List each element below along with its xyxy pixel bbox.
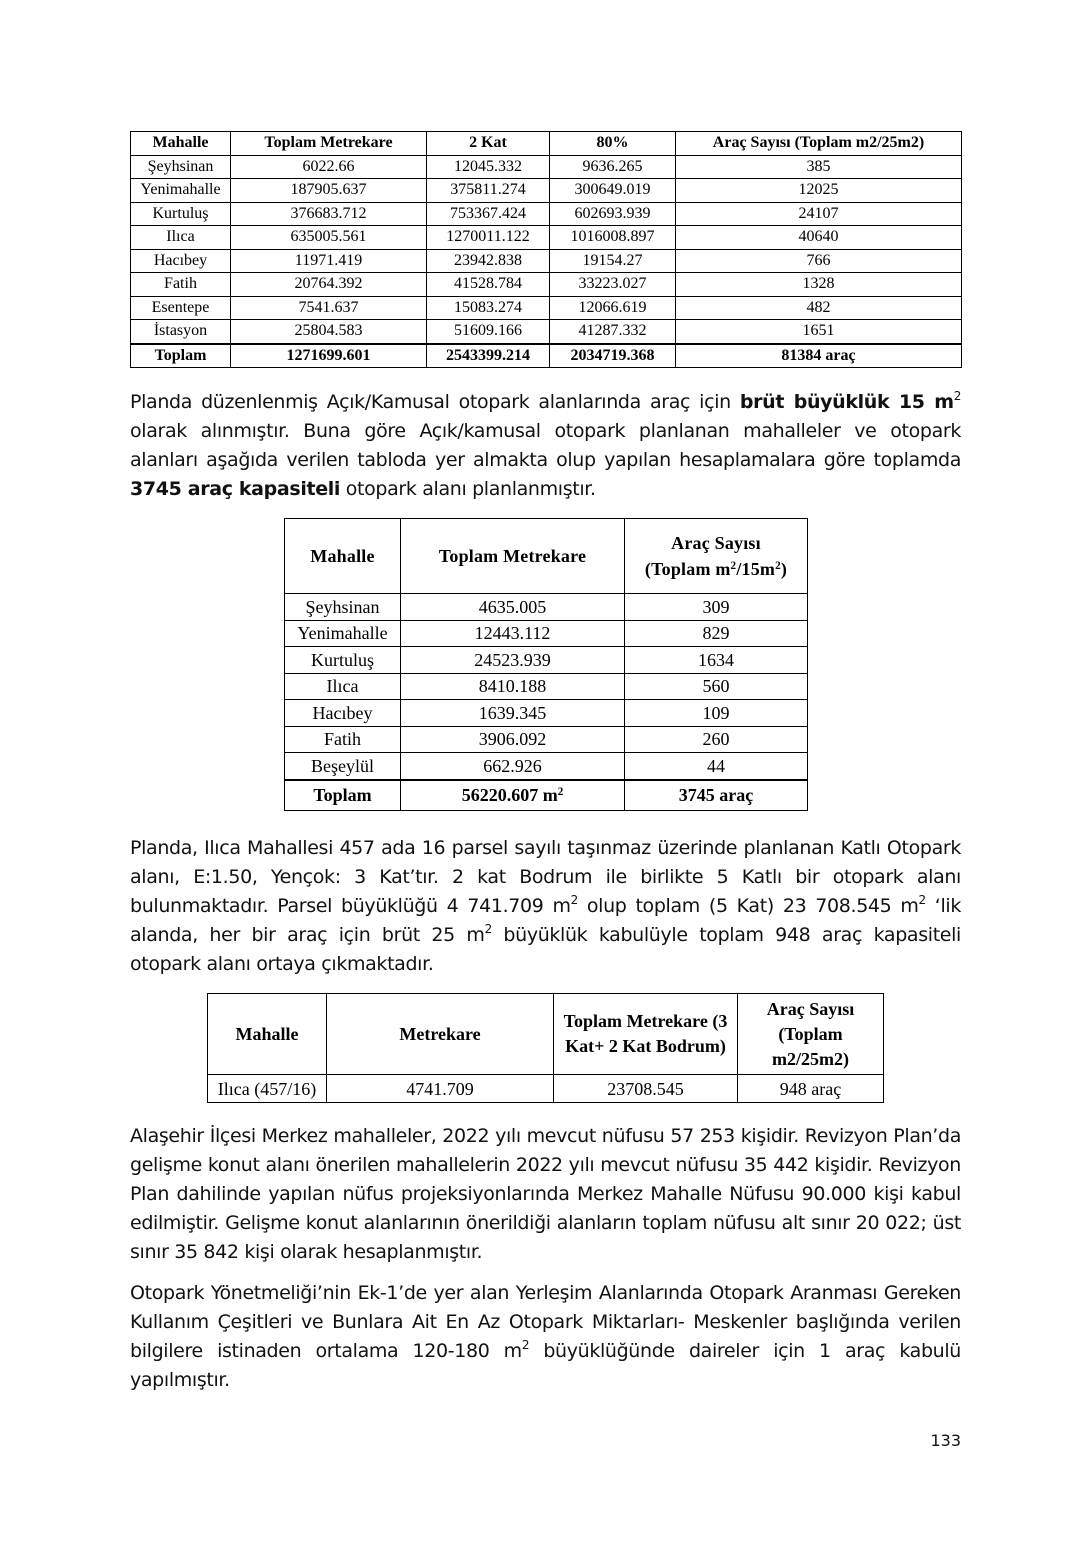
table-row bbox=[131, 249, 962, 273]
table-cell: Hacıbey bbox=[285, 700, 401, 727]
table-cell: 260 bbox=[625, 726, 808, 753]
table-cell: 23708.545 bbox=[554, 1075, 738, 1103]
total-cell: 3745 araç bbox=[625, 780, 808, 811]
header-mahalle: Mahalle bbox=[208, 994, 327, 1075]
table-row bbox=[131, 320, 962, 344]
header-toplam-metrekare: Toplam Metrekare bbox=[401, 519, 625, 594]
table-total-row bbox=[131, 344, 962, 368]
table-cell: Şeyhsinan bbox=[131, 155, 231, 179]
total-cell bbox=[401, 780, 625, 811]
text-run: ‘lik alanda, her bir araç için brüt 25 m bbox=[130, 895, 962, 946]
table-row bbox=[131, 155, 962, 179]
text-run: Planda, Ilıca Mahallesi 457 ada 16 parsel sayılı taşınmaz üzerinde planlanan Katlı Otopark alanı, E:1.50, Yençok: 3 Kat’tır. 2 kat Bodrum ile birlikte 5 Katlı bir otopark alanı bulunmaktadır. Parsel büyüklüğü 4 741.709 m bbox=[130, 837, 961, 917]
table-total-row bbox=[285, 780, 808, 811]
table-cell: Hacıbey bbox=[131, 249, 231, 273]
table-cell: Şeyhsinan bbox=[285, 594, 401, 621]
table-cell: 187905.637 bbox=[231, 179, 427, 203]
table-row bbox=[285, 753, 808, 780]
table-cell: 12443.112 bbox=[401, 620, 625, 647]
table-cell: 300649.019 bbox=[550, 179, 676, 203]
table-cell: 12066.619 bbox=[550, 296, 676, 320]
table-cell: 25804.583 bbox=[231, 320, 427, 344]
table-cell: Kurtuluş bbox=[285, 647, 401, 674]
table-cell: 20764.392 bbox=[231, 273, 427, 297]
table-cell: 560 bbox=[625, 673, 808, 700]
table-cell: 375811.274 bbox=[427, 179, 550, 203]
header-text: Araç Sayısı bbox=[671, 533, 761, 553]
table-cell: Kurtuluş bbox=[131, 202, 231, 226]
table-cell: 19154.27 bbox=[550, 249, 676, 273]
header-2-kat: 2 Kat bbox=[427, 132, 550, 156]
text-run: Alaşehir İlçesi Merkez mahalleler, 2022 yılı mevcut nüfusu 57 253 kişidir. Revizyon Plan’da gelişme konut alanı önerilen mahallelerin 2022 yılı mevcut nüfusu 35 442 kişidir. Revizyon Plan dahilinde yapılan nüfus projeksiyonlarında Merkez Mahalle Nüfusu 90.000 kişi kabul edilmiştir. Gelişme konut alanlarının önerildiği alanların toplam nüfusu alt sınır 20 022; üst sınır 35 842 kişi olarak hesaplanmıştır. bbox=[130, 1125, 961, 1263]
superscript: 2 bbox=[775, 559, 781, 572]
table-cell: 1016008.897 bbox=[550, 226, 676, 250]
table-cell: Ilıca bbox=[131, 226, 231, 250]
table-cell: 1639.345 bbox=[401, 700, 625, 727]
table-cell: Fatih bbox=[285, 726, 401, 753]
text-run: olarak alınmıştır. Buna göre Açık/kamusal otopark planlanan mahalleler ve otopark alanları aşağıda verilen tabloda yer almakta olup yapılan hesaplamalara göre toplamda bbox=[130, 420, 961, 471]
total-label: Toplam bbox=[285, 780, 401, 811]
table-cell: 8410.188 bbox=[401, 673, 625, 700]
table-row bbox=[285, 620, 808, 647]
header-mahalle: Mahalle bbox=[285, 519, 401, 594]
header-80-percent: 80% bbox=[550, 132, 676, 156]
header-metrekare: Metrekare bbox=[327, 994, 554, 1075]
table-cell: 24107 bbox=[676, 202, 962, 226]
paragraph-open-parking bbox=[130, 388, 961, 504]
table-cell: 4741.709 bbox=[327, 1075, 554, 1103]
text-run: büyüklüğünde daireler için 1 araç kabulü yapılmıştır. bbox=[130, 1340, 961, 1391]
table-cell: 41528.784 bbox=[427, 273, 550, 297]
table-cell: 7541.637 bbox=[231, 296, 427, 320]
superscript: 2 bbox=[521, 1338, 530, 1352]
table-row bbox=[131, 179, 962, 203]
superscript: 2 bbox=[730, 559, 737, 572]
table-cell: 309 bbox=[625, 594, 808, 621]
total-cell: 2034719.368 bbox=[550, 344, 676, 368]
table-cell: 482 bbox=[676, 296, 962, 320]
parking-table-3 bbox=[207, 993, 884, 1103]
table-cell: 766 bbox=[676, 249, 962, 273]
total-metrekare: 56220.607 m bbox=[461, 785, 558, 805]
table-cell: 1651 bbox=[676, 320, 962, 344]
table-cell: Beşeylül bbox=[285, 753, 401, 780]
total-label: Toplam bbox=[131, 344, 231, 368]
bold-text: brüt büyüklük 15 m bbox=[739, 391, 954, 413]
header-mahalle: Mahalle bbox=[131, 132, 231, 156]
text-run: büyüklük kabulüyle toplam 948 araç kapasiteli otopark alanı ortaya çıkmaktadır. bbox=[130, 924, 961, 975]
table-row bbox=[285, 726, 808, 753]
table-cell: 12045.332 bbox=[427, 155, 550, 179]
table-cell: 376683.712 bbox=[231, 202, 427, 226]
table-row bbox=[131, 226, 962, 250]
table-cell: 12025 bbox=[676, 179, 962, 203]
table-row bbox=[131, 273, 962, 297]
table-cell: 109 bbox=[625, 700, 808, 727]
table-cell: 948 araç bbox=[738, 1075, 884, 1103]
text-run: olup toplam (5 Kat) 23 708.545 m bbox=[577, 895, 919, 917]
page-number: 133 bbox=[930, 1431, 961, 1450]
table-row bbox=[285, 594, 808, 621]
superscript: 2 bbox=[953, 389, 962, 403]
superscript: 2 bbox=[484, 922, 492, 936]
table-cell: İstasyon bbox=[131, 320, 231, 344]
paragraph-regulation bbox=[130, 1279, 961, 1395]
table-cell: 3906.092 bbox=[401, 726, 625, 753]
table-cell: 4635.005 bbox=[401, 594, 625, 621]
total-cell: 81384 araç bbox=[676, 344, 962, 368]
table-row bbox=[285, 700, 808, 727]
table-row bbox=[285, 673, 808, 700]
table-cell: 385 bbox=[676, 155, 962, 179]
table-cell: 1328 bbox=[676, 273, 962, 297]
table-cell: Yenimahalle bbox=[131, 179, 231, 203]
table-cell: Ilıca (457/16) bbox=[208, 1075, 327, 1103]
table-header-row bbox=[131, 132, 962, 156]
header-toplam-metrekare: Toplam Metrekare (3 Kat+ 2 Kat Bodrum) bbox=[554, 994, 738, 1075]
paragraph-population bbox=[130, 1122, 961, 1267]
table-cell: Ilıca bbox=[285, 673, 401, 700]
table-cell: 41287.332 bbox=[550, 320, 676, 344]
text-run: Otopark Yönetmeliği’nin Ek-1’de yer alan Yerleşim Alanlarında Otopark Aranması Gereken Kullanım Çeşitleri ve Bunlara Ait En Az Otopark Miktarları- Meskenler başlığında verilen bilgilere istinaden ortalama 120-180 m bbox=[130, 1282, 961, 1362]
paragraph-multistorey-parking bbox=[130, 834, 961, 979]
table-header-row bbox=[285, 519, 808, 594]
table-row bbox=[131, 202, 962, 226]
table-cell: Esentepe bbox=[131, 296, 231, 320]
header-arac-sayisi: Araç Sayısı (Toplam m2/25m2) bbox=[738, 994, 884, 1075]
header-text: ) bbox=[780, 559, 788, 579]
table-cell: 11971.419 bbox=[231, 249, 427, 273]
table-cell: 15083.274 bbox=[427, 296, 550, 320]
table-cell: 23942.838 bbox=[427, 249, 550, 273]
text-run: otopark alanı planlanmıştır. bbox=[340, 478, 596, 500]
table-cell: 24523.939 bbox=[401, 647, 625, 674]
table-row bbox=[208, 1075, 884, 1103]
bold-text: 3745 araç kapasiteli bbox=[130, 478, 341, 500]
table-cell: 635005.561 bbox=[231, 226, 427, 250]
header-arac-sayisi: Araç Sayısı (Toplam m2/25m2) bbox=[676, 132, 962, 156]
superscript: 2 bbox=[918, 893, 926, 907]
table-header-row bbox=[208, 994, 884, 1075]
total-cell: 2543399.214 bbox=[427, 344, 550, 368]
table-cell: 44 bbox=[625, 753, 808, 780]
table-cell: 40640 bbox=[676, 226, 962, 250]
table-row bbox=[285, 647, 808, 674]
header-arac-sayisi bbox=[625, 519, 808, 594]
table-cell: 1634 bbox=[625, 647, 808, 674]
table-cell: 753367.424 bbox=[427, 202, 550, 226]
table-cell: Yenimahalle bbox=[285, 620, 401, 647]
table-cell: 1270011.122 bbox=[427, 226, 550, 250]
text-run: Planda düzenlenmiş Açık/Kamusal otopark alanlarında araç için bbox=[130, 391, 740, 413]
table-cell: 662.926 bbox=[401, 753, 625, 780]
table-cell: 33223.027 bbox=[550, 273, 676, 297]
superscript: 2 bbox=[570, 893, 578, 907]
table-cell: 51609.166 bbox=[427, 320, 550, 344]
parking-table-2 bbox=[284, 518, 808, 811]
table-cell: 9636.265 bbox=[550, 155, 676, 179]
superscript: 2 bbox=[557, 785, 564, 798]
header-toplam-metrekare: Toplam Metrekare bbox=[231, 132, 427, 156]
total-cell: 1271699.601 bbox=[231, 344, 427, 368]
parking-table-1 bbox=[130, 131, 962, 368]
table-cell: 829 bbox=[625, 620, 808, 647]
table-row bbox=[131, 296, 962, 320]
header-text: /15m bbox=[736, 559, 776, 579]
table-cell: Fatih bbox=[131, 273, 231, 297]
table-cell: 602693.939 bbox=[550, 202, 676, 226]
header-text: (Toplam m bbox=[644, 559, 731, 579]
table-cell: 6022.66 bbox=[231, 155, 427, 179]
